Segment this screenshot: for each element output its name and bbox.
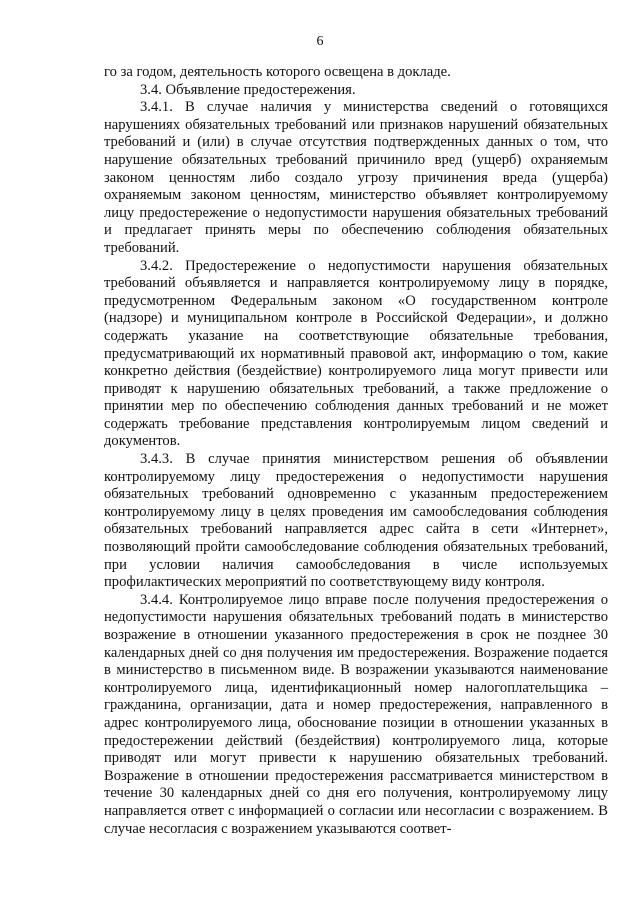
paragraph-3-4-4: 3.4.4. Контролируемое лицо вправе после получения предостережения о недопустимости нарушения обязательных требований подать в министерство возражение в отношении указанного предостережения в срок не позднее 30 календарных дней со дня получения им предостережения. Возражение подается в министерство в письменном виде. В возражении указываются наименование контролируемого лица, идентификационный номер налогоплательщика – гражданина, организации, дата и номер предостережения, направленного в адрес контролируемого лица, обоснование позиции в отношении указанных в предостережении действий (бездействия) контролируемого лица, которые приводят или могут привести к нарушению обязательных требований. Возражение в отношении предостережения рассматривается министерством в течение 30 календарных дней со дня его получения, контролируемому лицу направляется ответ с информацией о согласии или несогласии с возражением. В случае несогласия с возражением указываются соответ- bbox=[104, 591, 608, 837]
page-number: 6 bbox=[316, 34, 324, 49]
document-body bbox=[104, 64, 608, 838]
paragraph-3-4-2: 3.4.2. Предостережение о недопустимости нарушения обязательных требований объявляется и направляется контролируемому лицу в порядке, предусмотренном Федеральным законом «О государственном контроле (надзоре) и муниципальном контроле в Российской Федерации», и должно содержать указание на соответствующие обязательные требования, предусматривающий их нормативный правовой акт, информацию о том, какие конкретно действия (бездействие) контролируемого лица могут привести или приводят к нарушению обязательных требований, а также предложение о принятии мер по обеспечению соблюдения данных требований и не может содержать требование представления контролируемым лицом сведений и документов. bbox=[104, 257, 608, 450]
paragraph-3-4-1: 3.4.1. В случае наличия у министерства сведений о готовящихся нарушениях обязательных требований или признаков нарушений обязательных требований и (или) в случае отсутствия подтвержденных данных о том, что нарушение обязательных требований причинило вред (ущерб) охраняемым законом ценностям либо создало угрозу причинения вреда (ущерба) охраняемым законом ценностям, министерство объявляет контролируемому лицу предостережение о недопустимости нарушения обязательных требований и предлагает принять меры по обеспечению соблюдения обязательных требований. bbox=[104, 99, 608, 256]
paragraph-continuation: го за годом, деятельность которого освещена в докладе. bbox=[104, 64, 451, 80]
paragraph-3-4-3: 3.4.3. В случае принятия министерством решения об объявлении контролируемому лицу предостережения о недопустимости нарушения обязательных требований одновременно с указанным предостережением контролируемому лицу в целях проведения им самообследования соблюдения обязательных требований направляется адрес сайта в сети «Интернет», позволяющий пройти самообследование соблюдения обязательных требований, при условии наличия самообследования в числе используемых профилактических мероприятий по соответствующему виду контроля. bbox=[104, 451, 608, 591]
section-heading-3-4: 3.4. Объявление предостережения. bbox=[140, 81, 356, 98]
